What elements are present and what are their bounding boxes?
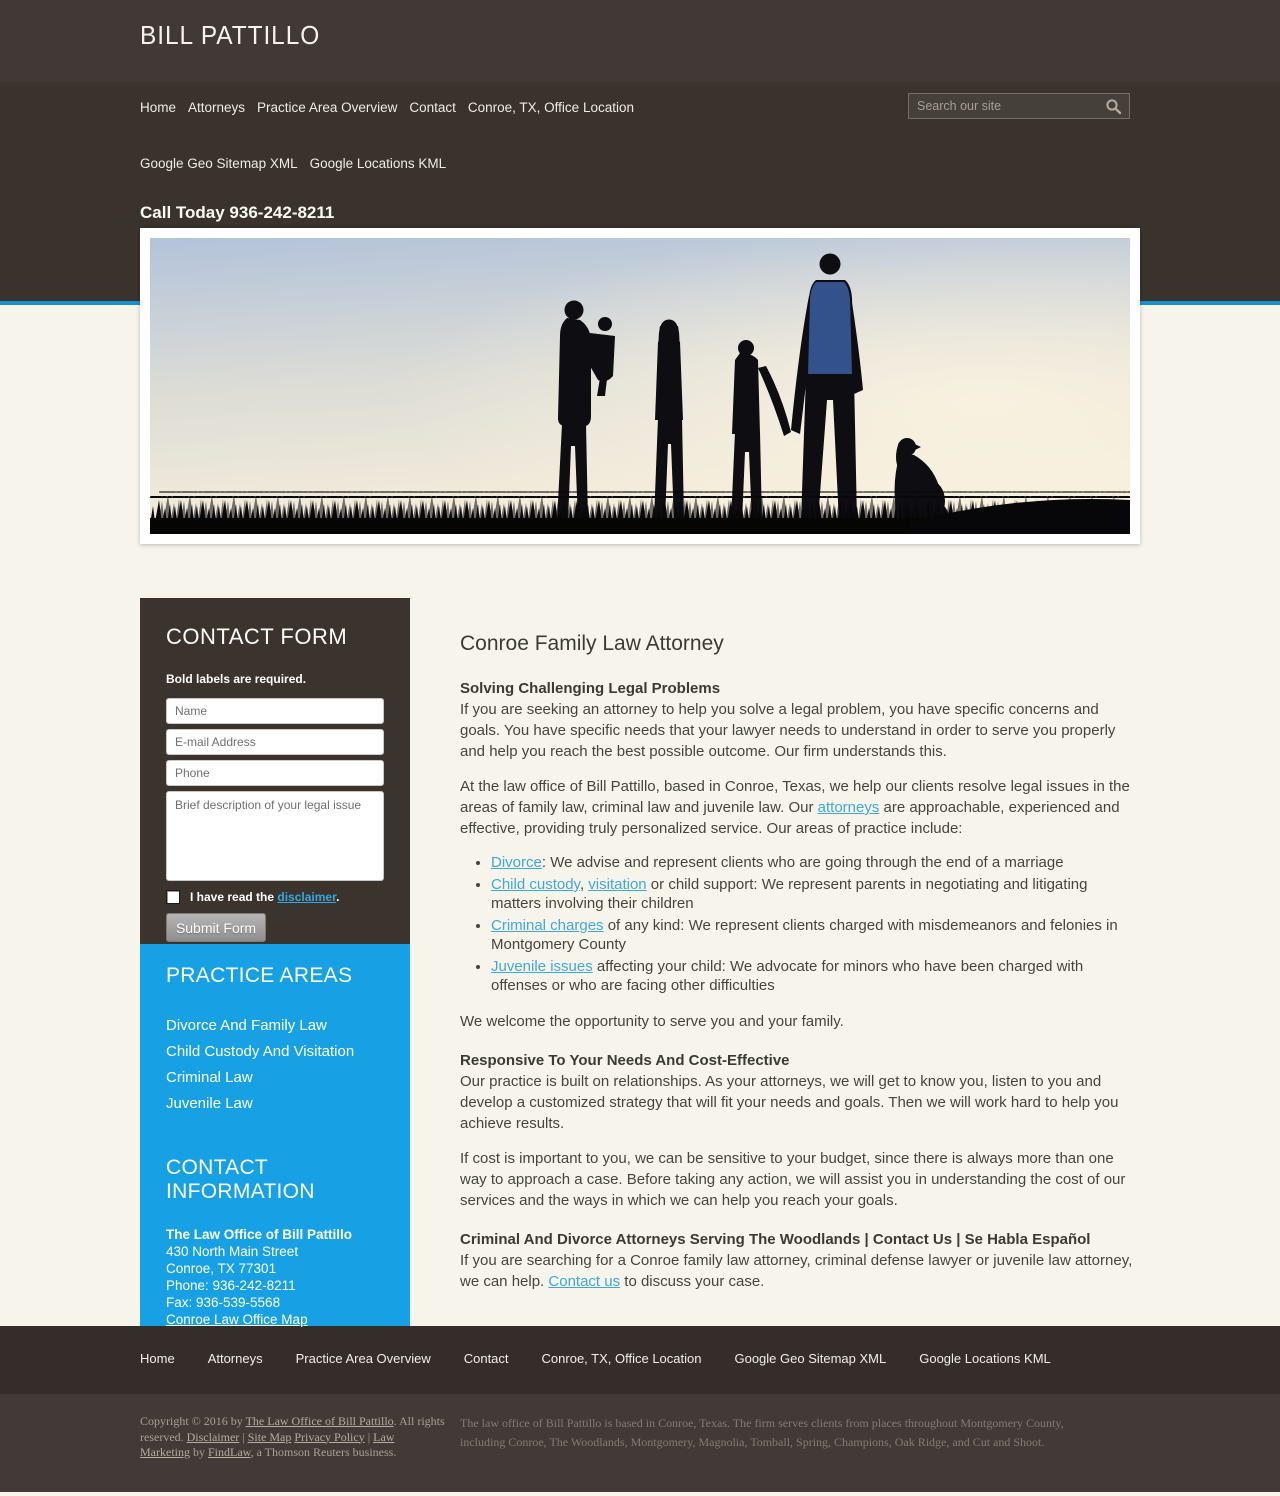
nav-item-office-location[interactable]: Conroe, TX, Office Location (467, 100, 634, 115)
bullet-custody-mid: , (579, 876, 589, 893)
contact-form-heading: CONTACT FORM (166, 624, 348, 649)
final-text-before: If you are searching for a Conroe family law attorney, criminal defense lawyer or juvenile law attorney, we can help. (460, 1252, 1133, 1290)
address-line-2: Conroe, TX 77301 (166, 1261, 277, 1276)
main-content (460, 598, 1140, 1326)
search-input[interactable] (909, 99, 1105, 113)
juvenile-issues-link[interactable]: Juvenile issues (491, 958, 593, 975)
office-text-after: are approachable, experienced and effective, providing truly personalized service. Our areas of practice include: (460, 799, 1120, 837)
service-area-text: The law office of Bill Pattillo is based in Conroe, Texas. The firm serves clients from places throughout Montgomery County, including Conroe, The Woodlands, Montgomery, Magnolia, Tomball, Spring, Champions, Oak Ridge, and Cut and Shoot. (460, 1416, 1064, 1449)
disclaimer-footer-link[interactable]: Disclaimer (186, 1429, 240, 1444)
paragraph-final (460, 1250, 1140, 1292)
contact-us-link[interactable]: Contact us (548, 1273, 621, 1290)
copyright-text (140, 1414, 445, 1492)
copyright-office-link[interactable]: The Law Office of Bill Pattillo (245, 1414, 394, 1428)
nav-item-google-locations-kml[interactable]: Google Locations KML (309, 156, 447, 171)
bullet-child-custody (491, 875, 1140, 913)
phone-line: Phone: 936-242-8211 (166, 1278, 296, 1293)
copyright-post: , a Thomson Reuters business. (250, 1445, 397, 1459)
page-title: Conroe Family Law Attorney (460, 632, 724, 655)
final-text-after: to discuss your case. (620, 1273, 765, 1290)
practice-link-juvenile-law[interactable]: Juvenile Law (166, 1095, 253, 1112)
footer-nav-contact[interactable]: Contact (463, 1351, 509, 1366)
address-line-1: 430 North Main Street (166, 1244, 299, 1259)
footer-nav-attorneys[interactable]: Attorneys (207, 1351, 263, 1366)
section-heading-responsive: Responsive To Your Needs And Cost-Effective (460, 1052, 790, 1069)
disclaimer-row (166, 890, 384, 904)
fax-line: Fax: 936-539-5568 (166, 1295, 281, 1310)
firm-name: The Law Office of Bill Pattillo (166, 1227, 353, 1242)
contact-information (166, 1226, 384, 1328)
nav-item-google-geo-sitemap[interactable]: Google Geo Sitemap XML (140, 156, 298, 171)
search-icon[interactable] (1105, 98, 1122, 115)
footer-nav-practice-area-overview[interactable]: Practice Area Overview (295, 1351, 431, 1366)
disclaimer-period: . (336, 890, 340, 904)
nav-item-practice-area-overview[interactable]: Practice Area Overview (257, 100, 398, 115)
findlaw-link[interactable]: FindLaw (208, 1445, 251, 1459)
hero-frame (140, 228, 1140, 544)
copyright-pre: Copyright © 2016 by (140, 1414, 246, 1428)
footer-legal-band (0, 1394, 1280, 1492)
disclaimer-link[interactable]: disclaimer (277, 890, 337, 904)
site-map-link[interactable]: Site Map (247, 1429, 292, 1444)
sidebar (140, 598, 410, 1326)
bullet-juvenile-text: affecting your child: We advocate for minors who have been charged with offenses or who are facing other difficulties (491, 958, 1084, 994)
attorneys-link[interactable]: attorneys (817, 799, 880, 816)
site-footer (0, 1326, 1280, 1492)
footer-nav-google-locations-kml[interactable]: Google Locations KML (919, 1351, 1051, 1366)
practice-link-criminal-law[interactable]: Criminal Law (166, 1069, 253, 1086)
required-note: Bold labels are required. (166, 672, 307, 686)
footer-nav-office-location[interactable]: Conroe, TX, Office Location (541, 1351, 702, 1366)
contact-information-heading: CONTACT INFORMATION (166, 1156, 315, 1203)
practice-link-child-custody[interactable]: Child Custody And Visitation (166, 1043, 355, 1060)
nav-item-home[interactable]: Home (140, 100, 177, 115)
name-field[interactable] (166, 698, 384, 724)
copyright-mid1: . All rights reserved. (140, 1414, 445, 1444)
footer-nav-home[interactable]: Home (140, 1351, 175, 1366)
law-marketing-link[interactable]: Law Marketing (140, 1429, 395, 1459)
visitation-link[interactable]: visitation (588, 876, 647, 893)
paragraph-relationships: Our practice is built on relationships. As your attorneys, we will get to know you, listen to you and develop a customized strategy that will fit your needs and goals. Then we will work hard to help you achieve results. (460, 1073, 1119, 1132)
section-heading-serving: Criminal And Divorce Attorneys Serving The Woodlands | Contact Us | Se Habla Español (460, 1231, 1091, 1248)
search-box (908, 93, 1130, 119)
contact-form (140, 598, 410, 944)
site-logo-title[interactable]: BILL PATTILLO (140, 20, 321, 50)
practice-bullets (460, 853, 1140, 995)
man-shirt (808, 282, 852, 374)
footer-nav (0, 1326, 1280, 1366)
hero-image (150, 238, 1130, 534)
bullet-juvenile-issues (491, 957, 1140, 995)
paragraph-cost: If cost is important to you, we can be sensitive to your budget, since there is always more than one way to approach a case. Before taking any action, we will assist you in understanding the cost of our services and the ways in which we can help you reach your goals. (460, 1150, 1126, 1209)
content-columns (140, 598, 1140, 1326)
practice-areas-heading: PRACTICE AREAS (166, 964, 353, 987)
call-today-phone: Call Today 936-242-8211 (140, 203, 335, 222)
paragraph-welcome: We welcome the opportunity to serve you and your family. (460, 1013, 844, 1030)
main-nav (140, 98, 800, 174)
disclaimer-checkbox[interactable] (166, 890, 180, 904)
disclaimer-text: I have read the (190, 890, 278, 904)
submit-form-button[interactable]: Submit Form (166, 913, 266, 942)
bullet-custody-text: or child support: We represent parents in negotiating and litigating matters involving their children (491, 876, 1088, 912)
email-field[interactable] (166, 729, 384, 755)
practice-areas-panel (140, 944, 410, 1326)
practice-link-divorce-family-law[interactable]: Divorce And Family Law (166, 1017, 327, 1034)
nav-item-attorneys[interactable]: Attorneys (188, 100, 246, 115)
bullet-divorce (491, 853, 1140, 872)
child-custody-link[interactable]: Child custody (491, 876, 580, 893)
office-text-before: At the law office of Bill Pattillo, based in Conroe, Texas, we help our clients resolve legal issues in the areas of family law, criminal law and juvenile law. Our (460, 778, 1130, 816)
bullet-divorce-text: : We advise and represent clients who are going through the end of a marriage (541, 854, 1064, 871)
bullet-criminal-text: of any kind: We represent clients charged with misdemeanors and felonies in Montgomery County (491, 917, 1118, 953)
paragraph-intro: If you are seeking an attorney to help you solve a legal problem, you have specific concerns and goals. You have specific needs that your lawyer needs to understand in order to serve you properly and help you reach the best possible outcome. Our firm understands this. (460, 701, 1116, 760)
footer-nav-band (0, 1326, 1280, 1394)
footer-nav-google-geo-sitemap[interactable]: Google Geo Sitemap XML (734, 1351, 887, 1366)
nav-item-contact[interactable]: Contact (409, 100, 456, 115)
divorce-link[interactable]: Divorce (491, 854, 542, 871)
copyright-sep2: | (364, 1429, 374, 1444)
office-map-link[interactable]: Conroe Law Office Map (166, 1312, 308, 1327)
copyright-mid2: by (190, 1445, 208, 1459)
bullet-criminal-charges (491, 916, 1140, 954)
criminal-charges-link[interactable]: Criminal charges (491, 917, 604, 934)
practice-area-links (166, 1018, 384, 1112)
section-heading-solving: Solving Challenging Legal Problems (460, 680, 721, 697)
copyright-sep1: | (239, 1429, 248, 1444)
phone-field[interactable] (166, 760, 384, 786)
privacy-policy-link[interactable]: Privacy Policy (294, 1429, 365, 1444)
paragraph-office (460, 776, 1140, 839)
description-field[interactable] (166, 791, 384, 881)
